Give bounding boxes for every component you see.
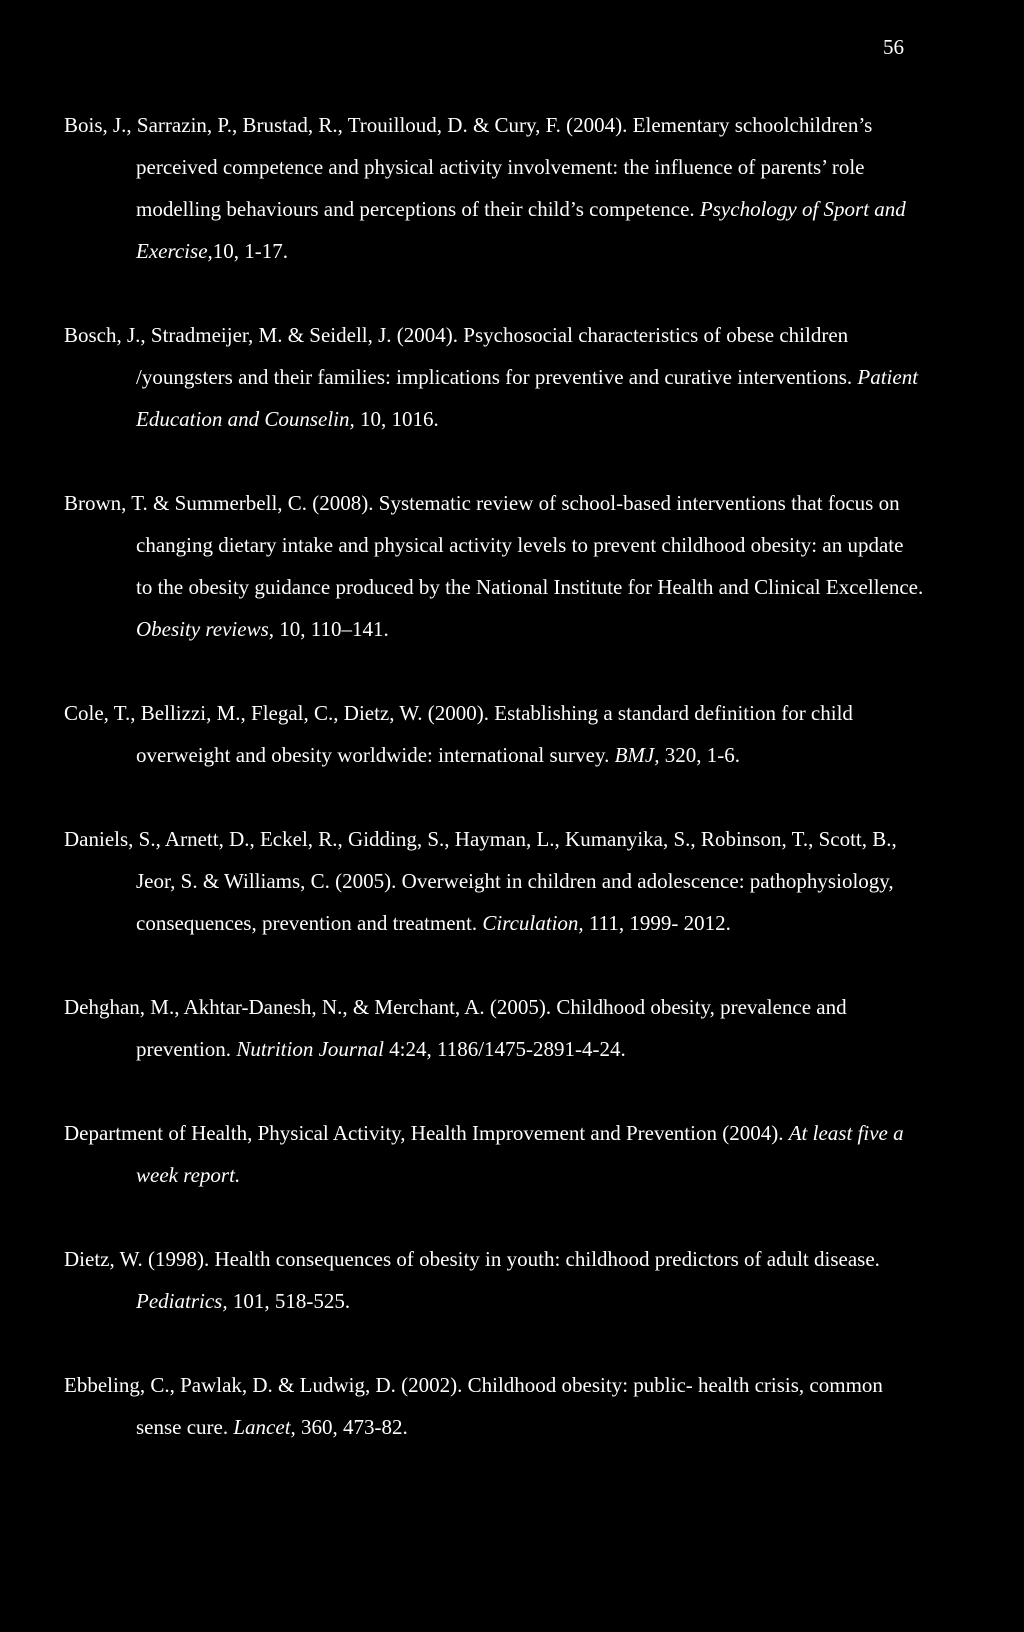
reference-text: Cole, T., Bellizzi, M., Flegal, C., Dietz, W. (2000). Establishing a standard definition for child overweight and obesity worldwide: international survey. <box>64 701 853 767</box>
reference-entry <box>64 104 924 272</box>
reference-source: Pediatrics, <box>136 1289 228 1313</box>
reference-details: 10, 1-17. <box>212 239 289 263</box>
page-number: 56 <box>883 35 904 59</box>
reference-entry <box>64 482 924 650</box>
reference-source: Patient Education and Counselin, <box>136 365 919 431</box>
reference-entry <box>64 692 924 776</box>
reference-source: Lancet, <box>233 1415 296 1439</box>
reference-details: 4:24, 1186/1475-2891-4-24. <box>389 1037 626 1061</box>
reference-details: 10, 1016. <box>360 407 439 431</box>
reference-details: 101, 518-525. <box>232 1289 351 1313</box>
reference-details: 10, 110–141. <box>279 617 389 641</box>
reference-text: Dietz, W. (1998). Health consequences of obesity in youth: childhood predictors of adult disease. <box>64 1247 880 1271</box>
reference-entry <box>64 314 924 440</box>
reference-entry <box>64 1364 924 1448</box>
reference-text: Bois, J., Sarrazin, P., Brustad, R., Trouilloud, D. & Cury, F. (2004). Elementary schoolchildren’s perceived competence and physical activity involvement: the influence of parents’ role modelling behaviours and perceptions of their child’s competence. <box>64 113 873 221</box>
reference-text: Ebbeling, C., Pawlak, D. & Ludwig, D. (2002). Childhood obesity: public- health crisis, common sense cure. <box>64 1373 883 1439</box>
reference-source: Circulation, <box>482 911 584 935</box>
reference-text: Dehghan, M., Akhtar-Danesh, N., & Merchant, A. (2005). Childhood obesity, prevalence and prevention. <box>64 995 847 1061</box>
reference-details: 360, 473-82. <box>301 1415 408 1439</box>
reference-entry <box>64 1238 924 1322</box>
reference-source: At least five a week report. <box>136 1121 904 1187</box>
reference-text: Bosch, J., Stradmeijer, M. & Seidell, J. (2004). Psychosocial characteristics of obese children /youngsters and their families: implications for preventive and curative interventions. <box>64 323 853 389</box>
reference-text: Department of Health, Physical Activity, Health Improvement and Prevention (2004). <box>64 1121 784 1145</box>
reference-entry <box>64 818 924 944</box>
reference-text: Daniels, S., Arnett, D., Eckel, R., Gidding, S., Hayman, L., Kumanyika, S., Robinson, T., Scott, B., Jeor, S. & Williams, C. (2005). Overweight in children and adolescence: pathophysiology, consequences, prevention and treatment. <box>64 827 897 935</box>
reference-details: 111, 1999- 2012. <box>588 911 731 935</box>
reference-text: Brown, T. & Summerbell, C. (2008). Systematic review of school-based interventions that focus on changing dietary intake and physical activity levels to prevent childhood obesity: an update to the obesity guidance produced by the National Institute for Health and Clinical Excellence. <box>64 491 924 599</box>
reference-source: Obesity reviews, <box>136 617 275 641</box>
reference-source: Nutrition Journal <box>236 1037 384 1061</box>
reference-source: Psychology of Sport and Exercise, <box>136 197 906 263</box>
reference-details: 320, 1-6. <box>664 743 741 767</box>
reference-entry <box>64 1112 924 1196</box>
reference-list <box>64 104 924 1490</box>
reference-entry <box>64 986 924 1070</box>
reference-source: BMJ, <box>614 743 660 767</box>
